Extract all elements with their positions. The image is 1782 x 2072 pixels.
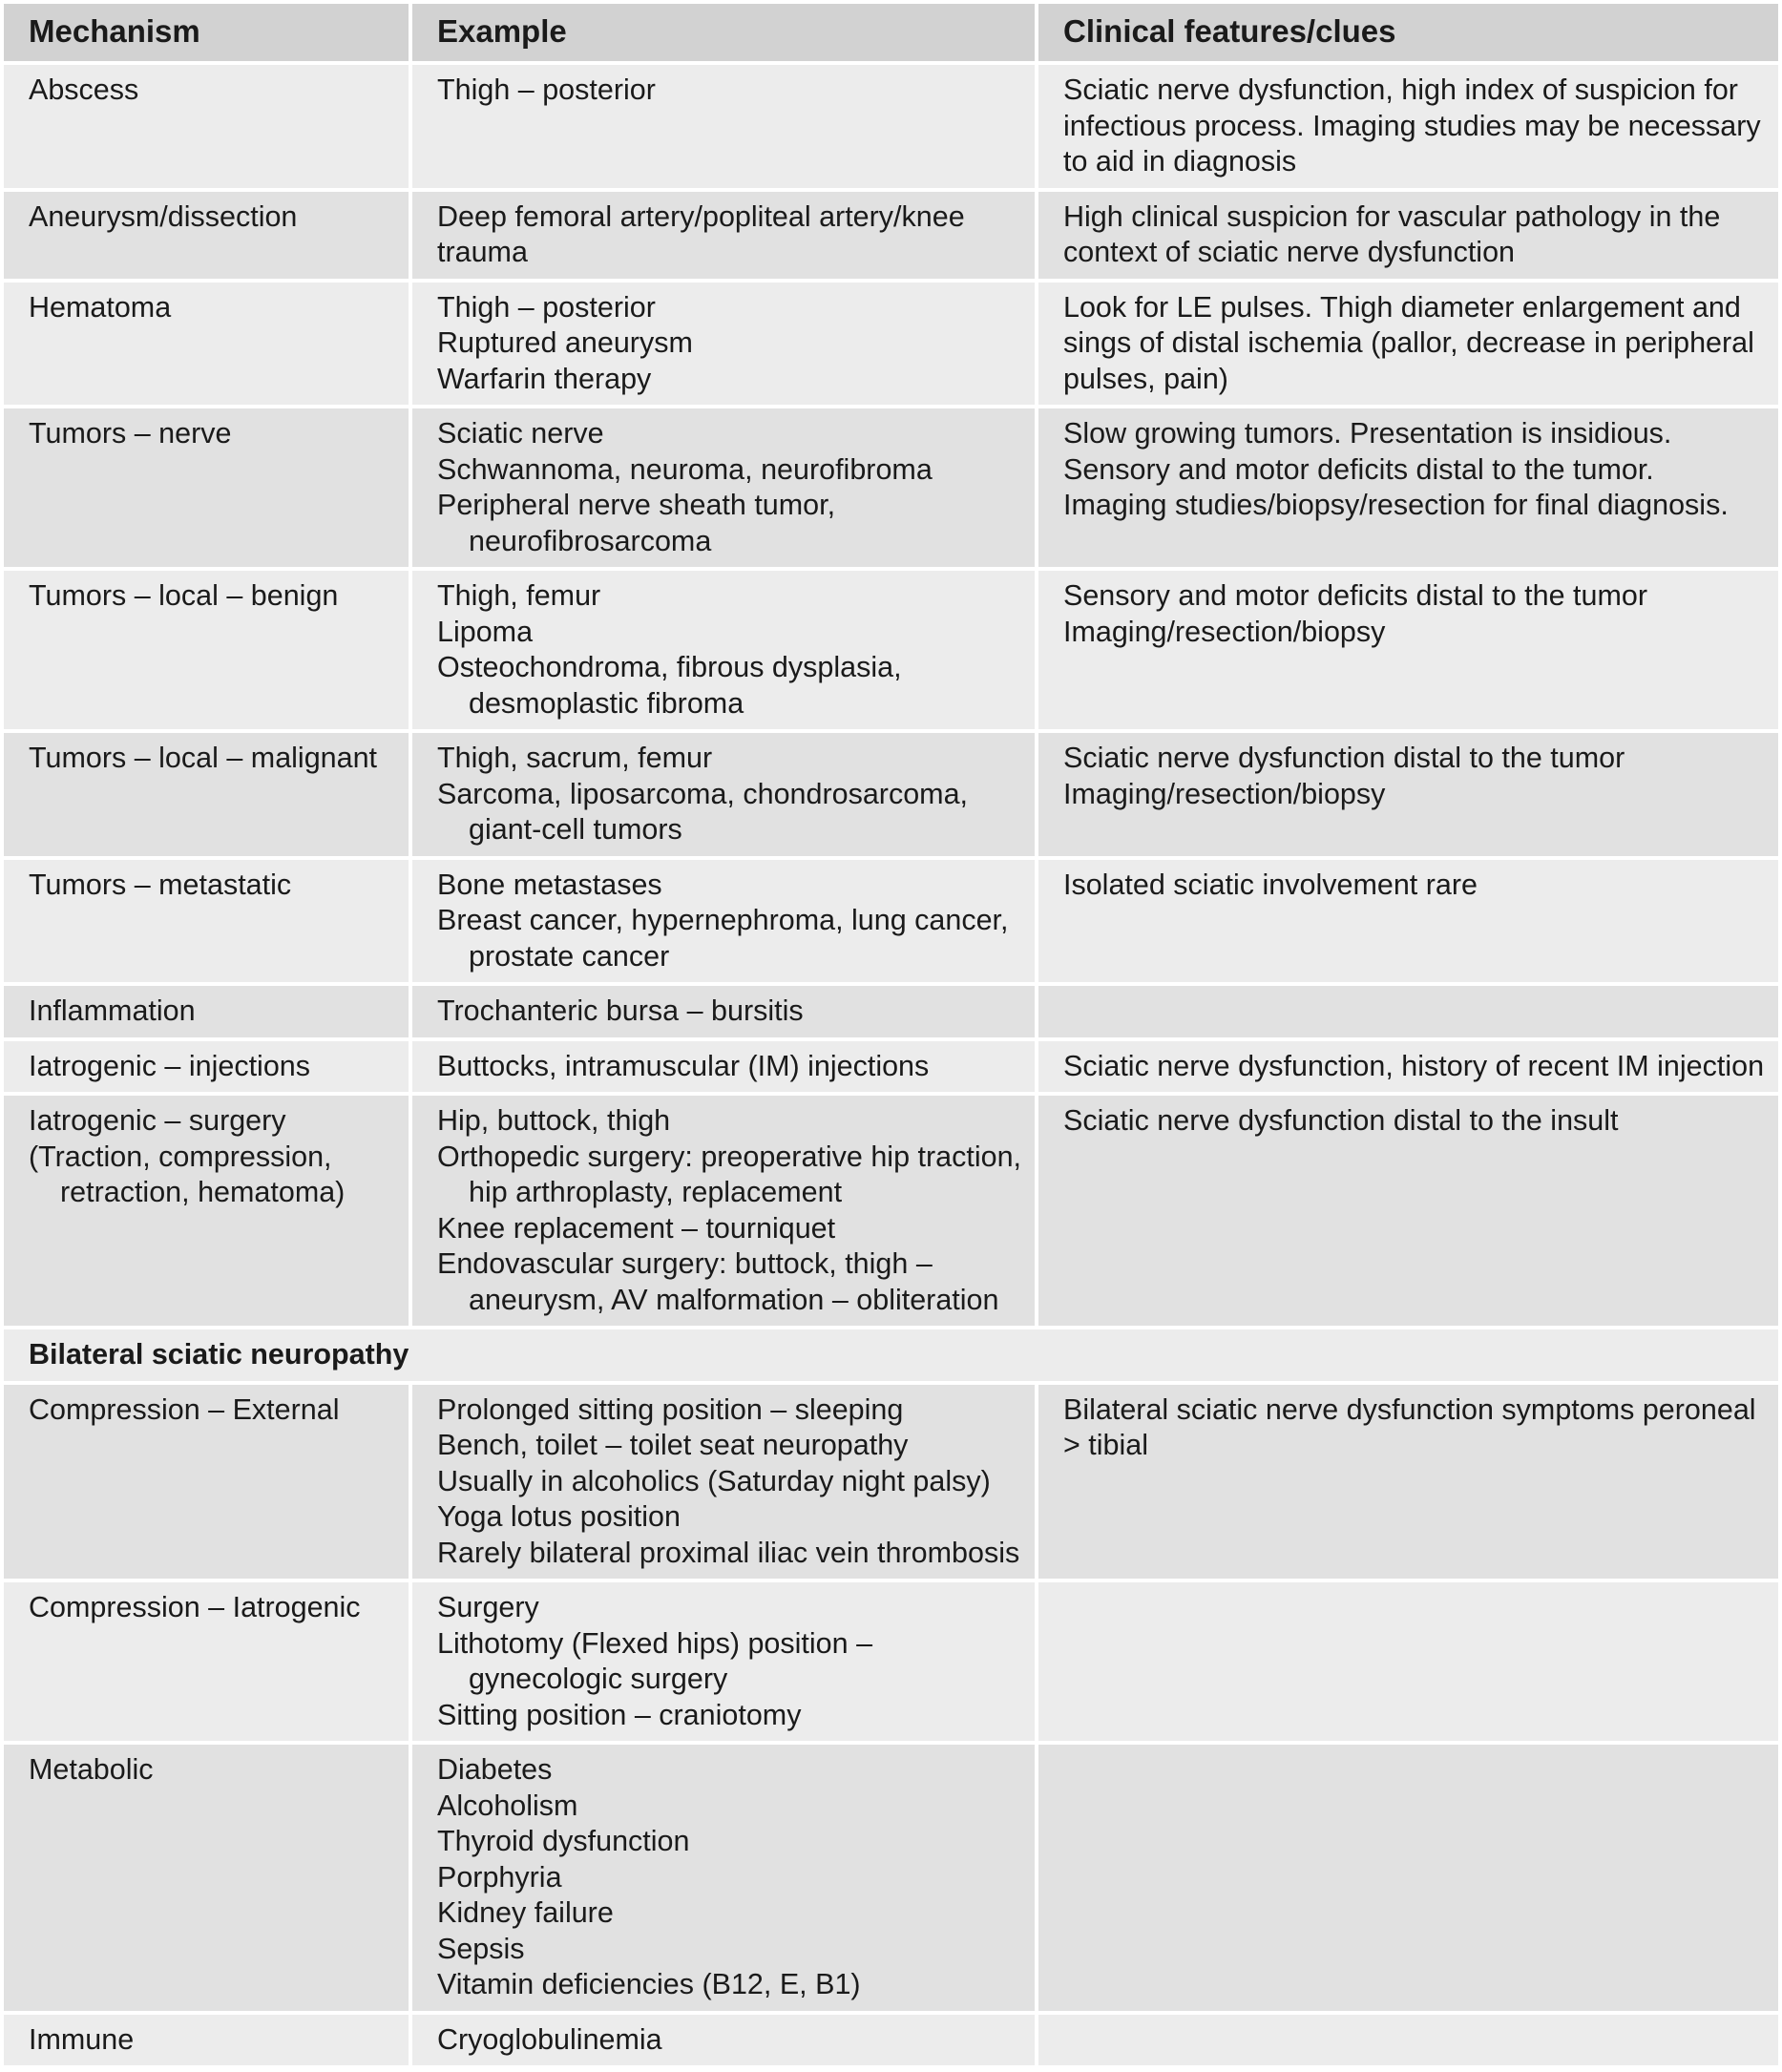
clinical-line: Look for LE pulses. Thigh diameter enlargement and — [1063, 290, 1741, 324]
mechanism-line: Immune — [29, 2022, 135, 2056]
example-line: hip arthroplasty, replacement — [469, 1176, 843, 1208]
example-line: Endovascular surgery: buttock, thigh – — [437, 1247, 933, 1280]
example-line: trauma — [437, 236, 528, 268]
mechanism-cell — [4, 192, 409, 283]
clinical-line: Sensory and motor deficits distal to the tumor. — [1063, 452, 1654, 486]
table-row — [4, 1745, 1778, 2015]
example-line: Porphyria — [437, 1860, 562, 1894]
clinical-line: > tibial — [1063, 1429, 1149, 1461]
example-cell — [409, 860, 1035, 987]
mechanism-line: Compression – External — [29, 1392, 340, 1426]
example-line: Sarcoma, liposarcoma, chondrosarcoma, — [437, 777, 969, 810]
clinical-features-cell — [1035, 986, 1778, 1041]
mechanism-cell — [4, 860, 409, 987]
example-line: Surgery — [437, 1591, 539, 1623]
example-line: Osteochondroma, fibrous dysplasia, — [437, 651, 902, 683]
clinical-line: Sciatic nerve dysfunction distal to the insult — [1063, 1104, 1619, 1137]
example-line: Trochanteric bursa – bursitis — [437, 994, 804, 1027]
mechanism-cell — [4, 1582, 409, 1745]
clinical-line: Imaging/resection/biopsy — [1063, 615, 1386, 648]
mechanism-cell — [4, 986, 409, 1041]
mechanism-line: Inflammation — [29, 994, 196, 1027]
mechanism-cell — [4, 1745, 409, 2015]
mechanism-line: Tumors – local – malignant — [29, 742, 378, 774]
example-line: Sciatic nerve — [437, 417, 604, 450]
table-row — [4, 860, 1778, 987]
clinical-line: to aid in diagnosis — [1063, 145, 1297, 178]
example-line: Breast cancer, hypernephroma, lung cancer, — [437, 904, 1009, 936]
mechanism-cell — [4, 571, 409, 733]
example-line: neurofibrosarcoma — [469, 524, 712, 557]
mechanism-line: Hematoma — [29, 290, 172, 324]
header-clinical-features: Clinical features/clues — [1035, 4, 1778, 65]
clinical-features-cell — [1035, 283, 1778, 409]
table-row — [4, 192, 1778, 283]
example-line: Sitting position – craniotomy — [437, 1698, 802, 1731]
mechanism-line: Tumors – metastatic — [29, 868, 292, 901]
example-cell — [409, 1385, 1035, 1583]
example-cell — [409, 192, 1035, 283]
clinical-line: pulses, pain) — [1063, 362, 1228, 395]
clinical-line: Imaging studies/biopsy/resection for final diagnosis. — [1063, 489, 1729, 521]
clinical-line: Imaging/resection/biopsy — [1063, 777, 1386, 810]
mechanism-line: (Traction, compression, — [29, 1140, 332, 1173]
example-line: Usually in alcoholics (Saturday night palsy) — [437, 1464, 991, 1497]
section-row — [4, 1329, 1778, 1385]
clinical-line: Sciatic nerve dysfunction distal to the tumor — [1063, 742, 1625, 774]
example-line: Schwannoma, neuroma, neurofibroma — [437, 452, 933, 486]
mechanism-line: Compression – Iatrogenic — [29, 1591, 361, 1623]
mechanism-cell — [4, 733, 409, 860]
table-row — [4, 986, 1778, 1041]
example-cell — [409, 986, 1035, 1041]
example-line: Ruptured aneurysm — [437, 326, 693, 359]
example-line: Peripheral nerve sheath tumor, — [437, 489, 836, 521]
table-row — [4, 283, 1778, 409]
table-header-row — [4, 4, 1778, 65]
clinical-features-cell — [1035, 1041, 1778, 1097]
table-row — [4, 1385, 1778, 1583]
clinical-line: Bilateral sciatic nerve dysfunction symptoms peroneal — [1063, 1392, 1756, 1426]
section-heading: Bilateral sciatic neuropathy — [4, 1329, 1778, 1385]
mechanism-cell — [4, 65, 409, 192]
clinical-line: Sciatic nerve dysfunction, history of recent IM injection — [1063, 1049, 1765, 1082]
example-cell — [409, 65, 1035, 192]
table-body — [4, 65, 1778, 2069]
mechanism-line: retraction, hematoma) — [60, 1176, 346, 1208]
example-line: Thigh, femur — [437, 579, 601, 612]
clinical-line: infectious process. Imaging studies may be necessary — [1063, 109, 1761, 142]
example-line: Orthopedic surgery: preoperative hip traction, — [437, 1140, 1022, 1173]
clinical-features-cell — [1035, 65, 1778, 192]
table-row — [4, 1096, 1778, 1329]
clinical-features-cell — [1035, 1745, 1778, 2015]
table-row — [4, 408, 1778, 571]
clinical-features-cell — [1035, 2015, 1778, 2070]
clinical-features-cell — [1035, 860, 1778, 987]
table-row — [4, 1041, 1778, 1097]
example-line: desmoplastic fibroma — [469, 686, 744, 720]
clinical-line: Sciatic nerve dysfunction, high index of suspicion for — [1063, 73, 1738, 106]
mechanism-cell — [4, 2015, 409, 2070]
table-row — [4, 1582, 1778, 1745]
clinical-line: High clinical suspicion for vascular pathology in the — [1063, 199, 1721, 233]
clinical-features-cell — [1035, 571, 1778, 733]
header-mechanism: Mechanism — [4, 4, 409, 65]
example-line: Cryoglobulinemia — [437, 2022, 662, 2056]
clinical-features-cell — [1035, 1582, 1778, 1745]
example-line: Warfarin therapy — [437, 362, 652, 395]
example-line: Alcoholism — [437, 1789, 578, 1822]
example-line: giant-cell tumors — [469, 813, 682, 846]
example-line: Rarely bilateral proximal iliac vein thrombosis — [437, 1536, 1020, 1569]
mechanism-cell — [4, 283, 409, 409]
clinical-features-cell — [1035, 1096, 1778, 1329]
clinical-features-cell — [1035, 192, 1778, 283]
clinical-line: sings of distal ischemia (pallor, decrease in peripheral — [1063, 326, 1754, 359]
mechanism-cell — [4, 408, 409, 571]
clinical-features-cell — [1035, 1385, 1778, 1583]
mechanism-line: Aneurysm/dissection — [29, 199, 298, 233]
example-line: Thigh – posterior — [437, 290, 656, 324]
mechanism-cell — [4, 1041, 409, 1097]
example-line: Thigh – posterior — [437, 73, 656, 106]
example-cell — [409, 2015, 1035, 2070]
table-row — [4, 65, 1778, 192]
example-line: Knee replacement – tourniquet — [437, 1211, 836, 1245]
example-line: Yoga lotus position — [437, 1500, 681, 1533]
example-line: Thigh, sacrum, femur — [437, 742, 713, 774]
clinical-features-cell — [1035, 733, 1778, 860]
clinical-line: Sensory and motor deficits distal to the tumor — [1063, 579, 1647, 612]
example-line: Deep femoral artery/popliteal artery/knee — [437, 199, 965, 233]
example-cell — [409, 283, 1035, 409]
table-row — [4, 571, 1778, 733]
example-line: gynecologic surgery — [469, 1663, 728, 1695]
example-line: Kidney failure — [437, 1896, 614, 1929]
clinical-line: Slow growing tumors. Presentation is insidious. — [1063, 417, 1672, 450]
table-row — [4, 2015, 1778, 2070]
mechanism-line: Iatrogenic – surgery — [29, 1104, 286, 1137]
example-line: Prolonged sitting position – sleeping — [437, 1392, 904, 1426]
example-line: Hip, buttock, thigh — [437, 1104, 671, 1137]
example-cell — [409, 408, 1035, 571]
example-line: Lithotomy (Flexed hips) position – — [437, 1626, 873, 1660]
example-line: prostate cancer — [469, 939, 670, 973]
example-line: Buttocks, intramuscular (IM) injections — [437, 1049, 930, 1082]
mechanism-line: Tumors – local – benign — [29, 579, 339, 612]
mechanism-line: Tumors – nerve — [29, 417, 232, 450]
mechanism-cell — [4, 1385, 409, 1583]
mechanism-line: Metabolic — [29, 1753, 154, 1786]
clinical-line: Isolated sciatic involvement rare — [1063, 868, 1478, 901]
mechanism-line: Iatrogenic – injections — [29, 1049, 311, 1082]
example-cell — [409, 733, 1035, 860]
example-cell — [409, 571, 1035, 733]
mechanism-table — [4, 4, 1778, 2069]
table-row — [4, 733, 1778, 860]
example-cell — [409, 1096, 1035, 1329]
example-line: Bench, toilet – toilet seat neuropathy — [437, 1429, 909, 1461]
example-line: Sepsis — [437, 1932, 525, 1965]
example-line: Thyroid dysfunction — [437, 1825, 690, 1857]
clinical-features-cell — [1035, 408, 1778, 571]
example-line: Bone metastases — [437, 868, 662, 901]
sciatic-neuropathy-table-sheet — [4, 4, 1778, 2069]
example-line: Diabetes — [437, 1753, 553, 1786]
clinical-line: context of sciatic nerve dysfunction — [1063, 236, 1515, 268]
mechanism-line: Abscess — [29, 73, 139, 106]
example-cell — [409, 1745, 1035, 2015]
example-line: Lipoma — [437, 615, 534, 648]
example-cell — [409, 1041, 1035, 1097]
header-example: Example — [409, 4, 1035, 65]
example-line: Vitamin deficiencies (B12, E, B1) — [437, 1968, 861, 2000]
mechanism-cell — [4, 1096, 409, 1329]
example-line: aneurysm, AV malformation – obliteration — [469, 1283, 999, 1316]
example-cell — [409, 1582, 1035, 1745]
